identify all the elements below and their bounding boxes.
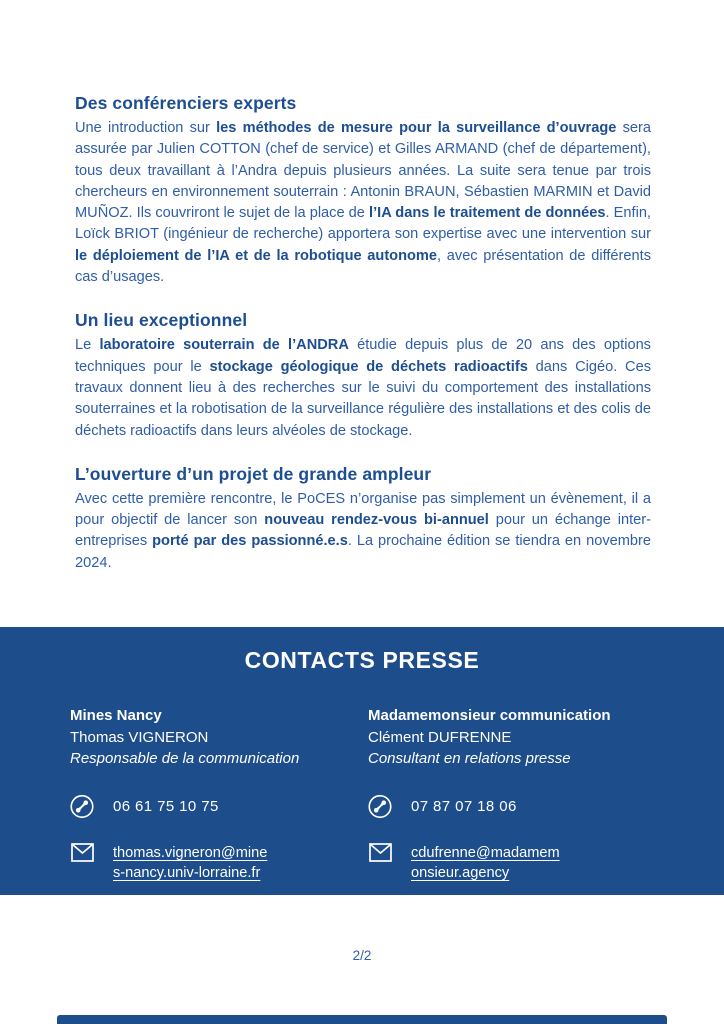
- contact-name: Clément DUFRENNE: [368, 729, 512, 746]
- contact-cards: [70, 707, 684, 883]
- section-heading: Un lieu exceptionnel: [75, 310, 248, 331]
- section-lieu: [75, 310, 651, 441]
- footer-bar: [57, 1015, 667, 1024]
- contact-email-link[interactable]: [411, 843, 560, 883]
- contact-role: Consultant en relations presse: [368, 750, 571, 767]
- section-heading: L’ouverture d’un projet de grande ampleur: [75, 463, 432, 484]
- page-number: 2/2: [352, 948, 372, 963]
- email-line: onsieur.agency: [411, 865, 510, 881]
- contact-org: Madamemonsieur communication: [368, 707, 611, 724]
- contact-card-madamemonsieur: [368, 707, 684, 883]
- contact-card-mines-nancy: [70, 707, 368, 883]
- contact-org: Mines Nancy: [70, 707, 162, 724]
- section-paragraph: Une introduction sur les méthodes de mesure pour la surveillance d’ouvrage sera assurée par Julien COTTON (chef de service) et Gilles ARMAND (chef de département), tous deux travaillant à l’Andra depuis plusieurs années. La suite sera tenue par trois chercheurs en environnement souterrain : Antonin BRAUN, Sébastien MARMIN et David MUÑOZ. Ils couvriront le sujet de la place de l’IA dans le traitement de données. Enfin, Loïck BRIOT (ingénieur de recherche) apportera son expertise avec une intervention sur le déploiement de l’IA et de la robotique autonome, avec présentation de différents cas d’usages.: [75, 120, 651, 286]
- section-paragraph: Le laboratoire souterrain de l’ANDRA étudie depuis plus de 20 ans des options techniques pour le stockage géologique de déchets radioactifs dans Cigéo. Ces travaux donnent lieu à des recherches sur le suivi du comportement des installations souterraines et la robotisation de la surveillance régulière des installations et des colis de déchets radioactifs dans leurs alvéoles de stockage.: [75, 337, 651, 439]
- email-icon: [70, 843, 94, 862]
- contacts-title: CONTACTS PRESSE: [244, 647, 480, 673]
- section-projet: [75, 464, 651, 574]
- contact-role: Responsable de la communication: [70, 750, 300, 767]
- email-icon: [368, 843, 392, 862]
- section-paragraph: Avec cette première rencontre, le PoCES n’organise pas simplement un évènement, il a pour objectif de lancer son nouveau rendez-vous bi-annuel pour un échange inter-entreprises porté par des passionné.e.s. La prochaine édition se tiendra en novembre 2024.: [75, 490, 652, 571]
- phone-icon: [70, 794, 94, 819]
- section-heading: Des conférenciers experts: [75, 93, 297, 113]
- contact-phone-row: [368, 794, 684, 819]
- email-line: cdufrenne@madamem: [411, 845, 560, 861]
- email-line: s-nancy.univ-lorraine.fr: [113, 865, 261, 881]
- contact-phone-row: [70, 794, 368, 819]
- contact-email-row: [368, 843, 684, 883]
- contact-email-row: [70, 843, 368, 883]
- article-body: [75, 93, 651, 574]
- contact-email-link[interactable]: [113, 843, 267, 883]
- contact-phone: 06 61 75 10 75: [113, 798, 219, 815]
- section-conferenciers: [75, 93, 651, 288]
- email-line: thomas.vigneron@mine: [113, 845, 268, 861]
- contact-name: Thomas VIGNERON: [70, 729, 209, 746]
- phone-icon: [368, 794, 392, 819]
- contacts-press-panel: [0, 627, 724, 895]
- contact-phone: 07 87 07 18 06: [411, 798, 517, 815]
